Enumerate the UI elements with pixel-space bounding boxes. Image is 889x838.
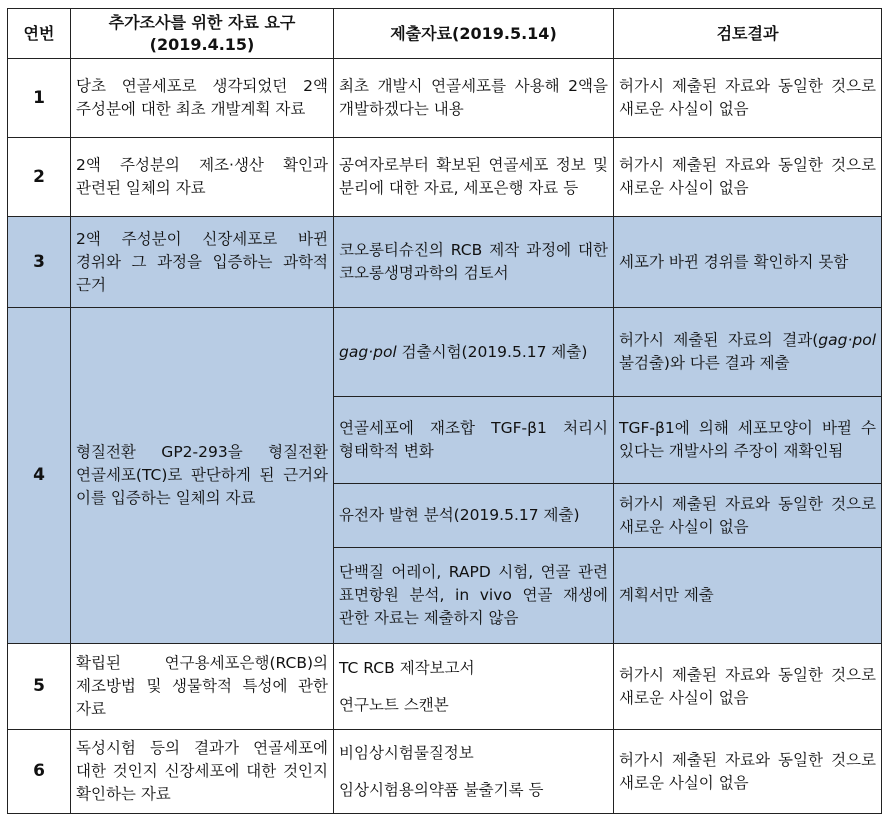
row-number: 2 [8,138,71,217]
review-cell: 허가시 제출된 자료와 동일한 것으로 새로운 사실이 없음 [614,644,882,730]
row-number: 4 [8,308,71,644]
request-cell: 2액 주성분이 신장세포로 바뀐 경위와 그 과정을 입증하는 과학적 근거 [71,217,334,308]
review-cell: 허가시 제출된 자료와 동일한 것으로 새로운 사실이 없음 [614,138,882,217]
row-number: 5 [8,644,71,730]
row-number: 6 [8,730,71,814]
review-cell: 계획서만 제출 [614,548,882,644]
header-submitted: 제출자료(2019.5.14) [334,9,614,59]
review-cell: 허가시 제출된 자료와 동일한 것으로 새로운 사실이 없음 [614,730,882,814]
submitted-cell [334,644,614,730]
request-cell: 독성시험 등의 결과가 연골세포에 대한 것인지 신장세포에 대한 것인지 확인하는 자료 [71,730,334,814]
review-text-a: 허가시 제출된 자료의 결과( [619,331,819,349]
header-serial-number: 연번 [8,9,71,59]
gag-pol-text: gag·pol [339,342,397,361]
submitted-cell: 공여자로부터 확보된 연골세포 정보 및 분리에 대한 자료, 세포은행 자료 등 [334,138,614,217]
submitted-cell: 유전자 발현 분석(2019.5.17 제출) [334,484,614,548]
submitted-cell: 연골세포에 재조합 TGF-β1 처리시 형태학적 변화 [334,397,614,484]
table-row [8,730,882,814]
submitted-cell [334,308,614,397]
header-row [8,9,882,59]
table-row [8,59,882,138]
review-table [7,8,882,814]
row-number: 1 [8,59,71,138]
submitted-cell: 최초 개발시 연골세포를 사용해 2액을 개발하겠다는 내용 [334,59,614,138]
review-text-b: 불검출)와 다른 결과 제출 [619,354,790,372]
submitted-cell: 코오롱티슈진의 RCB 제작 과정에 대한 코오롱생명과학의 검토서 [334,217,614,308]
submitted-text: 검출시험(2019.5.17 제출) [396,342,588,361]
review-cell: 허가시 제출된 자료와 동일한 것으로 새로운 사실이 없음 [614,59,882,138]
table-row [8,217,882,308]
request-cell: 2액 주성분의 제조·생산 확인과 관련된 일체의 자료 [71,138,334,217]
header-request: 추가조사를 위한 자료 요구 (2019.4.15) [71,9,334,59]
review-cell: 세포가 바뀐 경위를 확인하지 못함 [614,217,882,308]
submitted-cell: 단백질 어레이, RAPD 시험, 연골 관련 표면항원 분석, in vivo 연골 재생에 관한 자료는 제출하지 않음 [334,548,614,644]
review-cell: TGF-β1에 의해 세포모양이 바뀔 수 있다는 개발사의 주장이 재확인됨 [614,397,882,484]
review-cell: 허가시 제출된 자료와 동일한 것으로 새로운 사실이 없음 [614,484,882,548]
submitted-cell [334,730,614,814]
gag-pol-text: gag·pol [818,331,876,349]
request-cell: 확립된 연구용세포은행(RCB)의 제조방법 및 생물학적 특성에 관한 자료 [71,644,334,730]
table-row [8,138,882,217]
row-number: 3 [8,217,71,308]
submitted-line: 연구노트 스캔본 [339,695,449,714]
submitted-line: TC RCB 제작보고서 [339,658,475,677]
submitted-line: 비임상시험물질정보 [339,743,474,762]
table-row [8,308,882,397]
table-row [8,644,882,730]
review-cell [614,308,882,397]
submitted-line: 임상시험용의약품 불출기록 등 [339,780,544,799]
request-cell: 형질전환 GP2-293을 형질전환 연골세포(TC)로 판단하게 된 근거와 이를 입증하는 일체의 자료 [71,308,334,644]
request-cell: 당초 연골세포로 생각되었던 2액 주성분에 대한 최초 개발계획 자료 [71,59,334,138]
header-review-result: 검토결과 [614,9,882,59]
